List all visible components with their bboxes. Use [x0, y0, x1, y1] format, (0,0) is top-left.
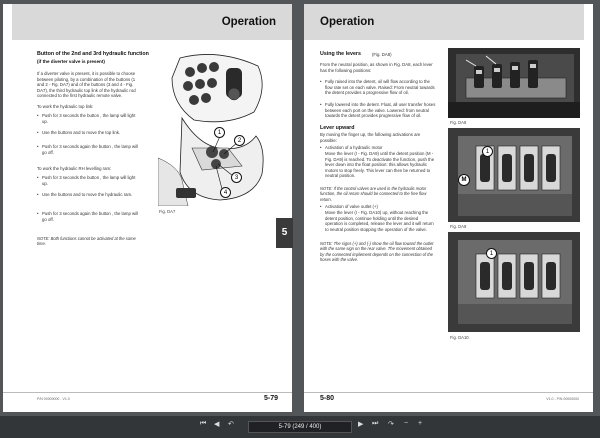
- note-1: NOTE: If the control valves are used in the hydraulic motor function, the oil return should be connected to the free flow return.: [320, 186, 427, 202]
- using-levers-bullet: • Fully lowered into the detent. Float, all user transfer hoses between each port on the valve. Lowered: from neutral towards the detent provides progressive flow of oil.: [325, 102, 436, 119]
- left-page: [3, 4, 292, 412]
- lever-upward-text: By moving the finger up, the following activations are possible:: [320, 132, 421, 143]
- figure-caption-da9: Fig. DA9: [450, 224, 467, 229]
- left-page-number: 5-79: [263, 395, 278, 402]
- left-page-title: Operation: [221, 16, 276, 28]
- figure-da9: [448, 128, 580, 222]
- intro-paragraph: If a diverter valve is present, it is possible to choose between piloting, by a combination of the buttons (1 and 2 - Fig. DA7) and of the buttons (3 and 4 - Fig. DA7), the third hydraulic top link of the hydraulic rod connected to the first hydraulic remote valve.: [37, 71, 136, 99]
- back-icon[interactable]: ↶: [228, 421, 234, 428]
- figure-caption-da8: Fig. DA8: [450, 120, 467, 125]
- callout-1: 1: [214, 127, 225, 138]
- left-footer: [3, 392, 292, 404]
- left-page-header: [12, 4, 292, 40]
- rh-step: • Push for 3 seconds again the button , the lamp will go off.: [42, 211, 139, 222]
- right-page: [304, 4, 593, 412]
- first-page-icon[interactable]: ⏮: [200, 420, 207, 427]
- top-link-step: • Push for 3 seconds again the button , the lamp will go off.: [42, 144, 139, 155]
- right-footer: [304, 392, 593, 404]
- using-levers-title: Using the levers: [320, 51, 361, 57]
- top-link-step: • Use the buttons and to move the top link.: [42, 130, 139, 136]
- top-link-heading: To work the hydraulic top link:: [37, 104, 94, 109]
- top-link-step: • Push for 3 seconds the button , the lamp will light up.: [42, 113, 139, 124]
- activation-valve-text: Move the lever (I - Fig. DA10) up, without reaching the detent position, continue holding until the desired operation is completed, release the lever and it will return to neutral position stopping the operation of the valve.: [325, 210, 434, 232]
- lever-upward-title: Lever upward: [320, 125, 355, 131]
- callout-m-da9: M: [458, 174, 470, 186]
- figure-caption-da7: Fig. DA7: [159, 209, 176, 214]
- right-page-header: [304, 4, 584, 40]
- section-subtitle: (if the diverter valve is present): [37, 59, 105, 64]
- activation-hyd-text: Move the lever (I - Fig. DA9) until the detent position (M - Fig. DA9) is reached. To deactivate the function, push the lever down into the float position: this allows hydraulic motors to stop freely. This lever can then be returned to neutral position.: [325, 151, 435, 179]
- page-indicator[interactable]: 5-79 (249 / 400): [248, 421, 352, 433]
- left-note: NOTE: Both functions cannot be activated at the same time.: [37, 236, 136, 247]
- forward-icon[interactable]: ↷: [388, 421, 394, 428]
- rh-heading: To work the hydraulic RH levelling ram:: [37, 166, 112, 171]
- figure-da7: [158, 48, 276, 206]
- using-levers-bullet: • Fully raised into the detent, oil will flow according to the flow rate set on each valve. Raised: From neutral towards the detent provides a progressive flow of oil.: [325, 79, 436, 96]
- chapter-tab: 5: [276, 218, 293, 248]
- right-page-title: Operation: [320, 16, 375, 28]
- pdf-toolbar: [0, 416, 600, 438]
- figure-da8: [448, 48, 580, 118]
- rh-step: • Use the buttons and to move the hydraulic ram.: [42, 192, 139, 198]
- rh-step: • Push for 3 seconds the button , the lamp will light up.: [42, 175, 139, 186]
- prev-page-icon[interactable]: ◀: [214, 421, 220, 428]
- left-footer-pn: P/N 00000000 - V1.0: [37, 397, 70, 401]
- right-page-number: 5-80: [320, 395, 335, 402]
- section-title: Button of the 2nd and 3rd hydraulic function: [37, 51, 149, 57]
- zoom-in-icon[interactable]: +: [418, 420, 423, 427]
- callout-3: 3: [231, 172, 242, 183]
- right-footer-pn: V1.0 - P/N 00000000: [546, 397, 579, 401]
- callout-4: 4: [220, 187, 231, 198]
- callout-1-da10: 1: [486, 248, 497, 259]
- last-page-icon[interactable]: ⏭: [372, 420, 379, 427]
- activation-hyd-title: • Activation of a hydraulic motor: [325, 145, 436, 151]
- figure-caption-da10: Fig. DA10: [450, 335, 469, 340]
- callout-1-da9: 1: [482, 146, 493, 157]
- callout-2: 2: [234, 135, 245, 146]
- note-2: NOTE: The signs (+) and (-) show the oil flow toward the outlet with the same sign on the rear valve. The movement obtained by the connected implement depends on the connection of the hoses with the valve.: [320, 241, 434, 262]
- next-page-icon[interactable]: ▶: [358, 421, 364, 428]
- zoom-out-icon[interactable]: −: [404, 420, 409, 427]
- using-levers-intro: From the neutral position, as shown in Fig. DA8, each lever has the following positions:: [320, 62, 433, 73]
- figure-da10: [448, 232, 580, 332]
- activation-valve-title: • Activation of valve outlet (+): [325, 204, 436, 210]
- using-levers-ref: (Fig. DA8): [372, 51, 392, 57]
